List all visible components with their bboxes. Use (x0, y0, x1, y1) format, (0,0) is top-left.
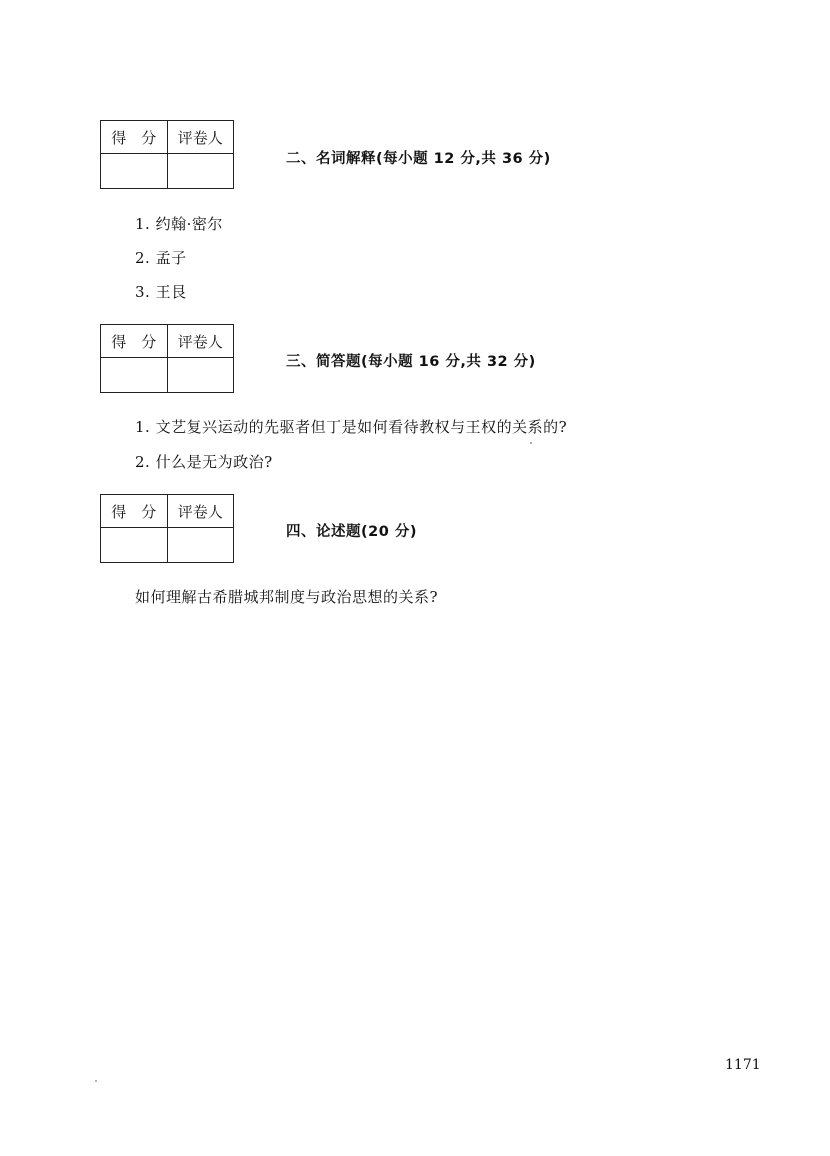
section-title-4: 四、论述题(20 分) (286, 524, 417, 540)
section-title-2: 二、名词解释(每小题 12 分,共 36 分) (286, 151, 551, 167)
scan-speck (95, 1080, 97, 1082)
page-number: 1171 (725, 1057, 761, 1073)
grader-label: 评卷人 (167, 121, 234, 154)
question-item: 1. 文艺复兴运动的先驱者但丁是如何看待教权与王权的关系的? (135, 418, 568, 436)
grader-label: 评卷人 (167, 325, 234, 358)
grader-cell[interactable] (167, 358, 234, 393)
question-item: 2. 孟子 (135, 249, 187, 267)
question-item: 1. 约翰·密尔 (135, 215, 223, 233)
score-cell[interactable] (101, 358, 168, 393)
score-box-section-4 (100, 494, 234, 563)
score-box-section-3 (100, 324, 234, 393)
score-cell[interactable] (101, 154, 168, 189)
grader-label: 评卷人 (167, 495, 234, 528)
grader-cell[interactable] (167, 154, 234, 189)
score-label: 得 分 (101, 325, 168, 358)
score-label: 得 分 (101, 495, 168, 528)
essay-question: 如何理解古希腊城邦制度与政治思想的关系? (135, 588, 439, 606)
score-label: 得 分 (101, 121, 168, 154)
grader-cell[interactable] (167, 528, 234, 563)
scan-speck (530, 442, 532, 444)
question-item: 3. 王艮 (135, 283, 187, 301)
score-cell[interactable] (101, 528, 168, 563)
question-item: 2. 什么是无为政治? (135, 453, 273, 471)
section-title-3: 三、简答题(每小题 16 分,共 32 分) (286, 354, 536, 370)
score-box-section-2 (100, 120, 234, 189)
